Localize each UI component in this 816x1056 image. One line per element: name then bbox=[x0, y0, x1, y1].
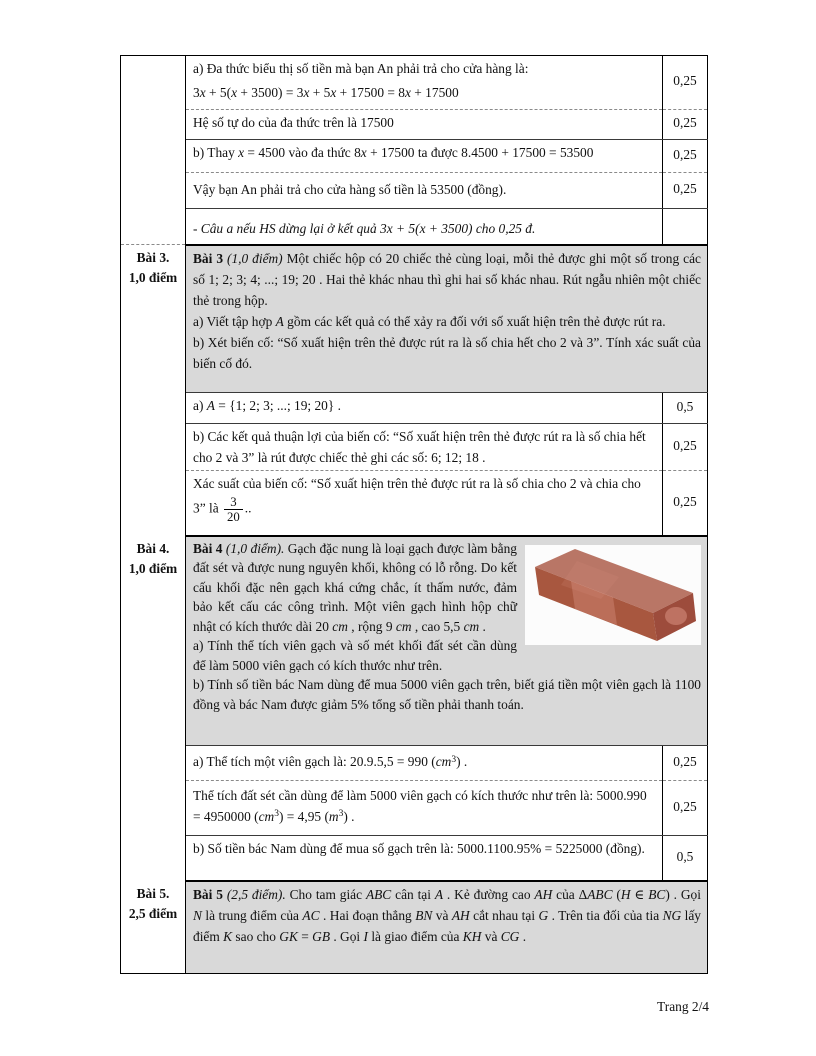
answer-line: Vậy bạn An phải trả cho cửa hàng số tiền là 53500 (đồng). bbox=[193, 182, 507, 197]
score-cell: 0,25 bbox=[663, 424, 708, 471]
answer-line: Thể tích đất sét cần dùng để làm 5000 viên gạch có kích thước như trên là: 5000.990 = 4950000 $(cm^3) = 4,95$ $(m^3)$ . bbox=[193, 788, 647, 824]
answer-text-cell bbox=[186, 173, 663, 209]
answer-row bbox=[121, 173, 708, 209]
statement-paragraph: a) Viết tập hợp A gồm các kết quả có thể xảy ra đối với số xuất hiện trên thẻ được rút ra. bbox=[193, 313, 666, 329]
statement-row bbox=[121, 245, 708, 393]
answer-text-cell bbox=[186, 836, 663, 881]
score-cell: 0,25 bbox=[663, 110, 708, 140]
answer-row bbox=[121, 140, 708, 173]
answer-row bbox=[121, 746, 708, 781]
answer-text-cell bbox=[186, 746, 663, 781]
section-label-line: 2,5 điểm bbox=[128, 905, 178, 921]
statement-paragraph: b) Xét biến cố: “Số xuất hiện trên thẻ được rút ra là số chia hết cho 2 và 3”. Tính xác suất của biến cố đó. bbox=[193, 334, 701, 371]
answer-row bbox=[121, 110, 708, 140]
statement-paragraph: Bài 4 (1,0 điểm). Gạch đặc nung là loại gạch được làm bằng đất sét và được nung nguyên khối, không có lỗ rỗng. Do kết cấu khối đặc nên gạch khá cứng chắc, ít thấm nước, đảm bảo kết cấu các công trình. Một viên gạch hình hộp chữ nhật có kích thước dài 20 cm , rộng 9 cm , cao 5,5 cm . bbox=[193, 540, 517, 634]
answer-row bbox=[121, 393, 708, 424]
answer-row bbox=[121, 209, 708, 245]
section-label-line: Bài 5. bbox=[136, 885, 170, 901]
statement-paragraph: Bài 3 (1,0 điểm) Một chiếc hộp có 20 chiếc thẻ cùng loại, mỗi thẻ được ghi một số trong các số 1; 2; 3; 4; ...; 19; 20 . Hai thẻ khác nhau thì ghi hai số khác nhau. Rút ngẫu nhiên một chiếc thẻ trong hộp. bbox=[193, 250, 701, 308]
section-label-cell bbox=[121, 245, 186, 536]
answer-line: Xác suất của biến cố: “Số xuất hiện trên thẻ được rút ra là số chia cho 2 và chia cho 3” là $\frac{3}{20}$ .. bbox=[193, 476, 641, 524]
brick-side-spot bbox=[665, 607, 687, 625]
score-cell bbox=[663, 209, 708, 245]
score-cell: 0,5 bbox=[663, 393, 708, 424]
brick-illustration bbox=[525, 545, 701, 645]
statement-row bbox=[121, 881, 708, 974]
section-label-line: Bài 3. bbox=[136, 250, 170, 265]
problem-statement-cell bbox=[186, 536, 708, 746]
answer-text-cell bbox=[186, 471, 663, 536]
section-label-line: 1,0 điểm bbox=[128, 560, 178, 576]
statement-row bbox=[121, 536, 708, 746]
answer-line: Hệ số tự do của đa thức trên là 17500 bbox=[193, 115, 394, 130]
grading-note-cell bbox=[186, 209, 663, 245]
brick-photo bbox=[525, 545, 701, 645]
answer-row bbox=[121, 781, 708, 836]
statement-paragraph: a) Tính thể tích viên gạch và số mét khối đất sét cần dùng để làm 5000 viên gạch có kích thước như trên. bbox=[193, 638, 517, 673]
section-label-line: Bài 4. bbox=[136, 540, 170, 556]
answer-line: a) A = {1; 2; 3; ...; 19; 20} . bbox=[193, 398, 342, 413]
score-cell: 0,5 bbox=[663, 836, 708, 881]
section-label-cell bbox=[121, 56, 186, 245]
section-label-cell bbox=[121, 881, 186, 974]
score-cell: 0,25 bbox=[663, 173, 708, 209]
score-cell: 0,25 bbox=[663, 471, 708, 536]
answer-text-cell bbox=[186, 56, 663, 110]
problem-statement-cell bbox=[186, 245, 708, 393]
answer-text-cell bbox=[186, 393, 663, 424]
answer-text-cell bbox=[186, 424, 663, 471]
section-label-cell bbox=[121, 536, 186, 881]
footer-page-number: Trang 2/4 bbox=[657, 999, 709, 1014]
answer-line: a) Đa thức biểu thị số tiền mà bạn An phải trả cho cửa hàng là: bbox=[193, 61, 529, 76]
problem-statement-cell bbox=[186, 881, 708, 974]
answer-row bbox=[121, 471, 708, 536]
score-cell: 0,25 bbox=[663, 56, 708, 110]
answer-text-cell bbox=[186, 781, 663, 836]
answer-math-line: 3x + 5(x + 3500) = 3x + 5x + 17500 = 8x + 17500 bbox=[193, 84, 459, 100]
answer-line: a) Thể tích một viên gạch là: 20.9.5,5 = 990 $(cm^3)$ . bbox=[193, 754, 468, 769]
answer-line: b) Thay x = 4500 vào đa thức 8x + 17500 ta được 8.4500 + 17500 = 53500 bbox=[193, 145, 594, 160]
answer-text-cell bbox=[186, 140, 663, 173]
section-label-line: 1,0 điểm bbox=[128, 270, 178, 285]
score-cell: 0,25 bbox=[663, 140, 708, 173]
answer-line: b) Các kết quả thuận lợi của biến cố: “Số xuất hiện trên thẻ được rút ra là số chia hết cho 2 và 3” là rút được chiếc thẻ ghi các số: 6; 12; 18 . bbox=[193, 429, 646, 465]
grading-table bbox=[120, 55, 708, 974]
answer-line: b) Số tiền bác Nam dùng để mua số gạch trên là: 5000.1100.95% = 5225000 (đồng). bbox=[193, 841, 645, 856]
answer-text-cell bbox=[186, 110, 663, 140]
score-cell: 0,25 bbox=[663, 781, 708, 836]
answer-row bbox=[121, 836, 708, 881]
score-cell: 0,25 bbox=[663, 746, 708, 781]
statement-paragraph: b) Tính số tiền bác Nam dùng để mua 5000 viên gạch trên, biết giá tiền một viên gạch là 1100 đồng và bác Nam được giảm 5% tổng số tiền phải thanh toán. bbox=[193, 677, 701, 712]
answer-row bbox=[121, 56, 708, 110]
answer-row bbox=[121, 424, 708, 471]
grading-note-line: - Câu a nếu HS dừng lại ở kết quả 3x + 5(x + 3500) cho 0,25 đ. bbox=[193, 221, 536, 236]
statement-paragraph: Bài 5 (2,5 điểm). Cho tam giác ABC cân tại A . Kẻ đường cao AH của ΔABC (H ∈ BC) . Gọi N là trung điểm của AC . Hai đoạn thẳng BN và AH cắt nhau tại G . Trên tia đối của tia NG lấy điểm K sao cho GK = GB . Gọi I là giao điểm của KH và CG . bbox=[193, 886, 701, 944]
